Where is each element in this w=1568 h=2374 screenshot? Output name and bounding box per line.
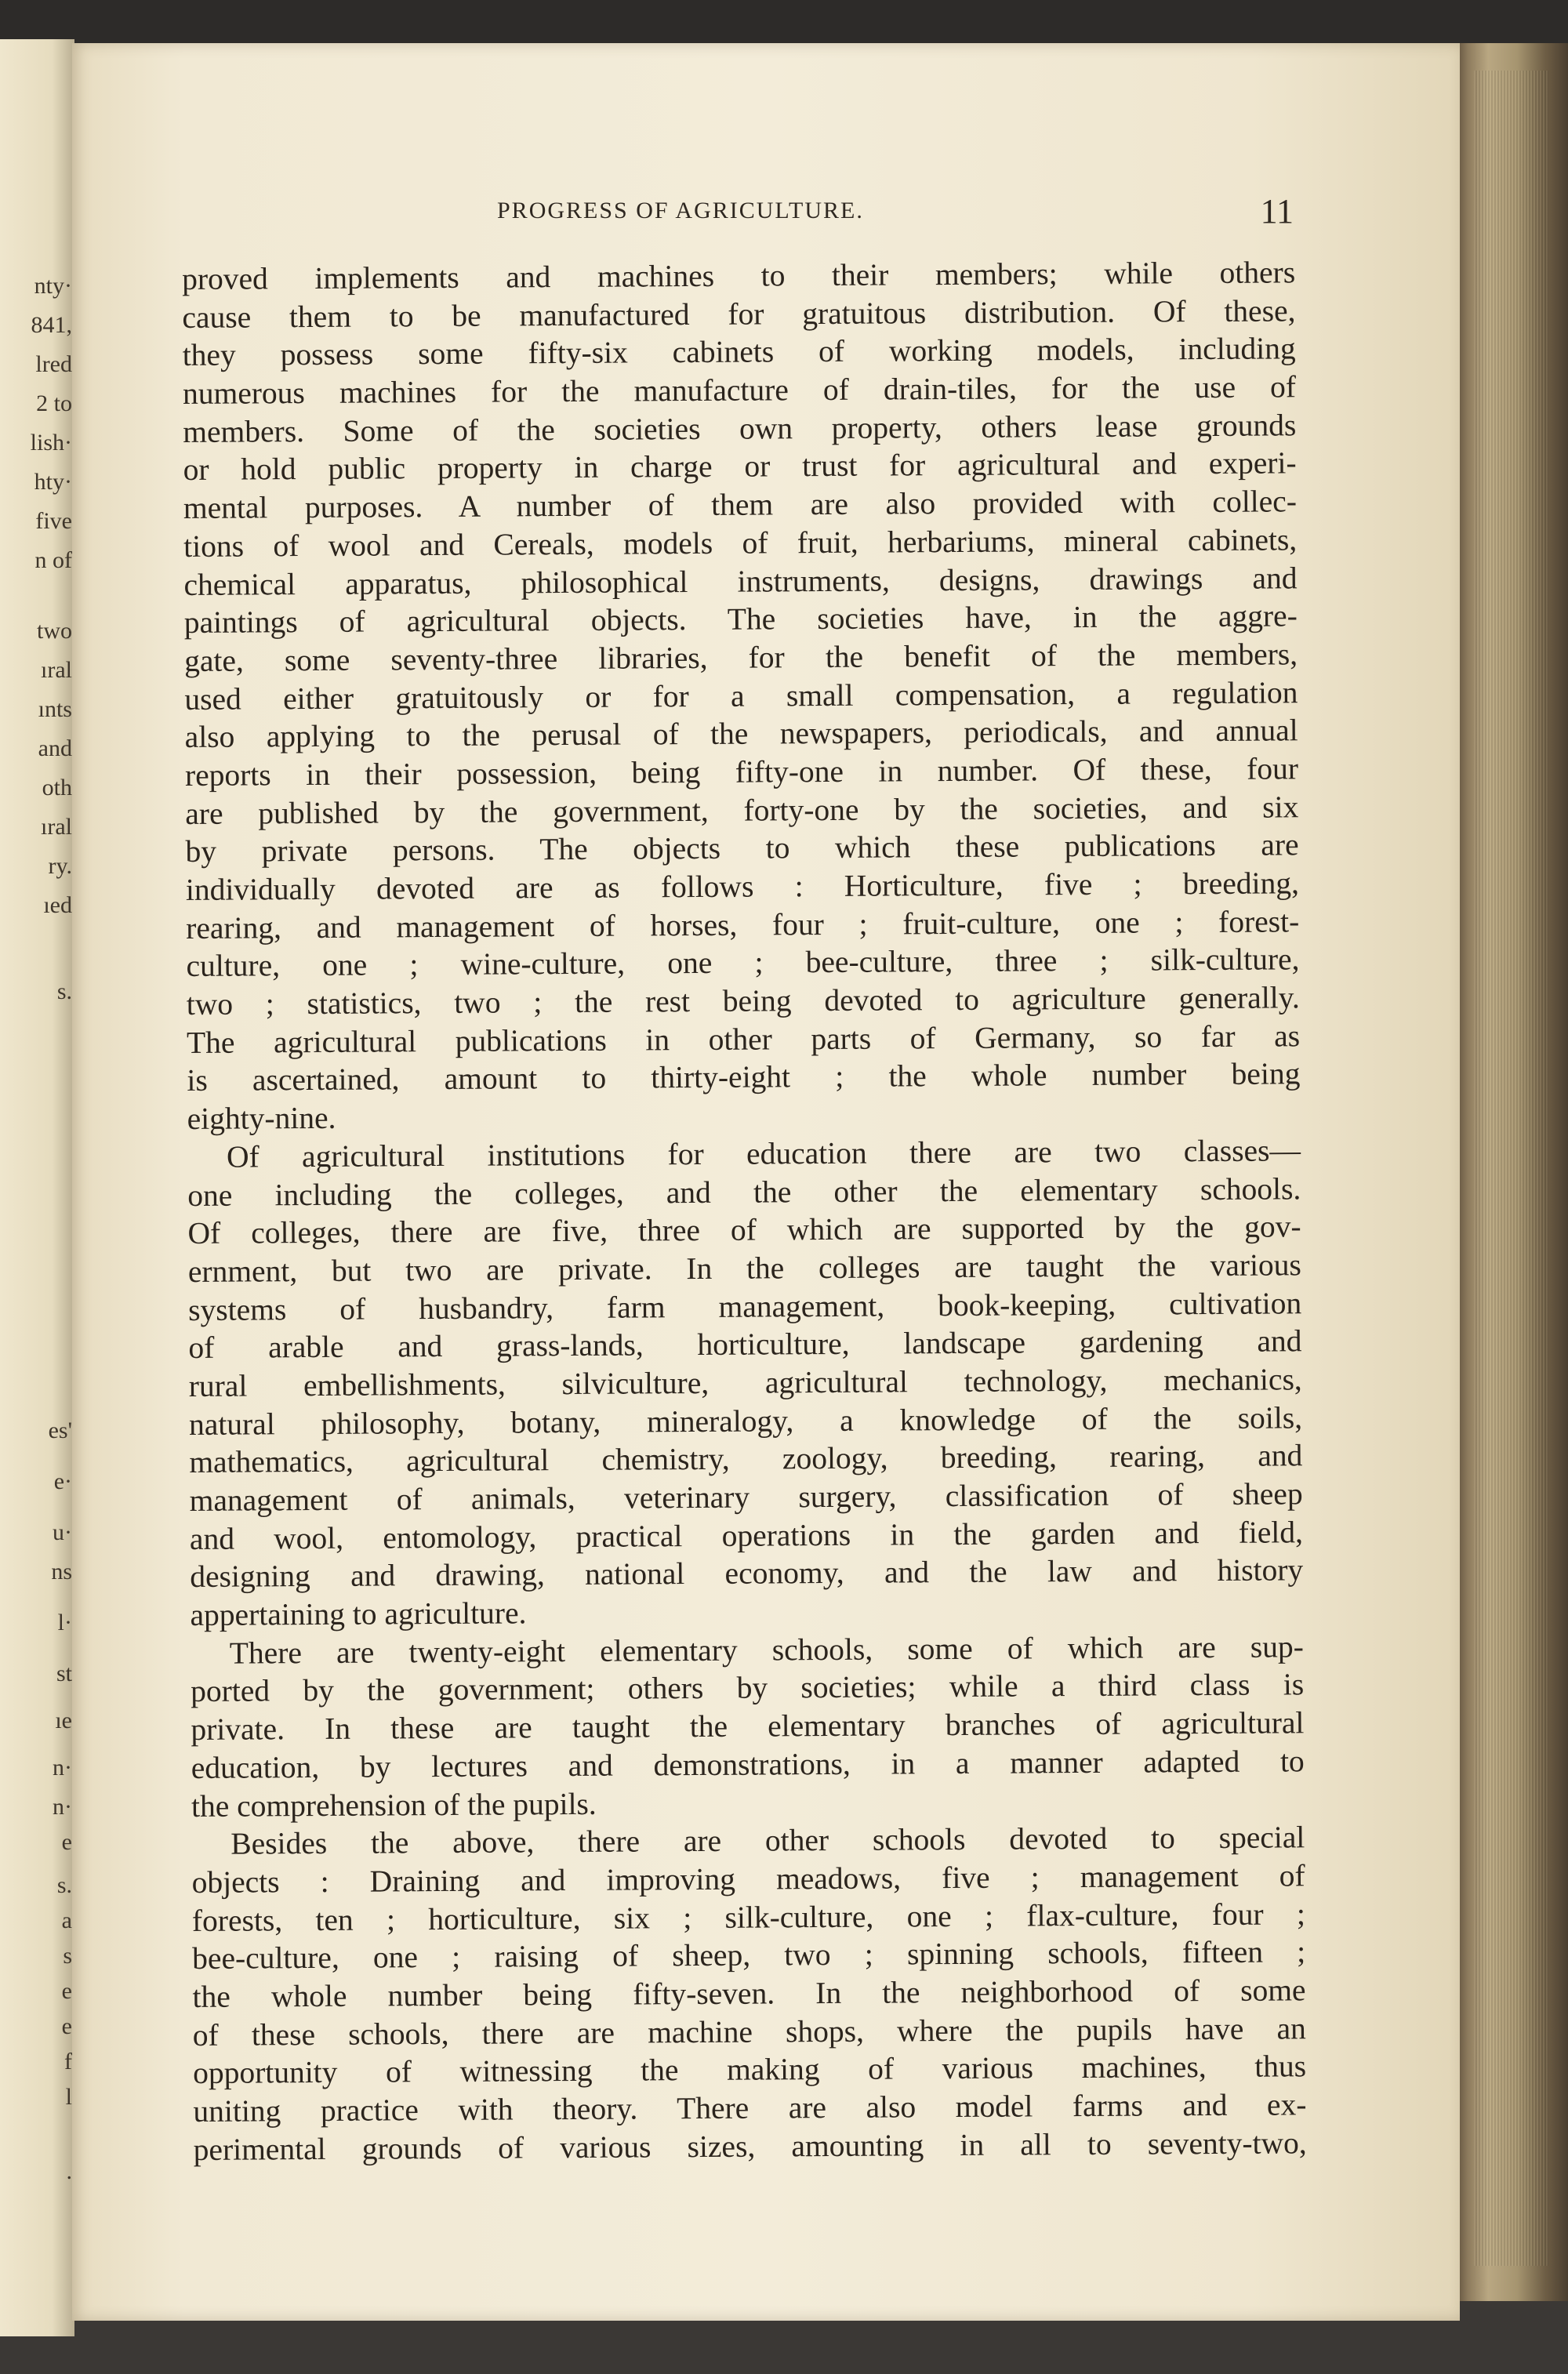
text-line: paintings of agricultural objects. The societies have, in the aggre- [183,598,1298,641]
text-line: is ascertained, amount to thirty-eight ; the whole number being [187,1056,1301,1098]
facing-page-fragment: u· [53,1519,72,1545]
facing-page-fragment: e· [53,1468,72,1494]
text-line: used either gratuitously or for a small compensation, a regulation [184,674,1298,717]
text-line: appertaining to agriculture. [190,1595,527,1633]
text-line: education, by lectures and demonstrations, in a manner adapted to [191,1744,1305,1785]
facing-page-fragment: e [61,1829,72,1855]
facing-page-fragment: l [65,2084,72,2110]
facing-page-fragment: s [63,1943,72,1969]
text-line: eighty-nine. [187,1100,336,1137]
facing-page-fragment: and [38,735,72,761]
facing-page-fragment: ıed [43,892,72,918]
text-line: cause them to be manufactured for gratuitous distribution. Of these, [182,293,1296,335]
book-page-edges [1474,71,1548,2266]
text-line: numerous machines for the manufacture of drain-tiles, for the use of [182,369,1297,412]
text-line: reports in their possession, being fifty-one in number. Of these, four [184,751,1299,793]
text-line: ported by the government; others by societies; while a third class is [191,1667,1305,1709]
facing-page-fragment: 2 to [36,390,72,416]
text-line: gate, some seventy-three libraries, for the benefit of the members, [183,637,1298,678]
facing-page-fragment: hty· [34,469,72,495]
facing-page-fragment: ıral [41,814,72,840]
text-line: the whole number being fifty-seven. In the neighborhood of some [192,1973,1306,2014]
facing-page-fragment: n of [34,547,72,573]
text-line: tions of wool and Cereals, models of fruit, herbariums, mineral cabinets, [183,522,1298,564]
text-line: Of agricultural institutions for education there are two classes— [226,1133,1301,1174]
facing-page-fragment: ıral [41,657,72,683]
text-line: systems of husbandry, farm management, book-keeping, cultivation [188,1285,1302,1327]
text-line: mental purposes. A number of them are also provided with collec- [183,484,1298,526]
text-line: bee-culture, one ; raising of sheep, two ; spinning schools, fifteen ; [192,1934,1306,1977]
text-line: natural philosophy, botany, mineralogy, a knowledge of the soils, [188,1399,1303,1442]
body-text [182,253,1307,2169]
facing-page-fragment: oth [42,775,72,800]
text-line: objects : Draining and improving meadows, five ; management of [191,1858,1305,1900]
facing-page-fragment: s. [56,1872,72,1898]
text-line: proved implements and machines to their members; while others [182,255,1296,296]
page-number: 11 [1260,192,1294,231]
text-line: of arable and grass-lands, horticulture, landscape gardening and [188,1323,1302,1366]
page-header [180,191,1294,238]
facing-page-fragment: f [64,2049,72,2075]
facing-page-fragment: st [56,1661,72,1686]
facing-page-fragment: l· [57,1610,72,1635]
text-line: by private persons. The objects to which these publications are [185,827,1299,869]
facing-page-fragment: lish· [30,430,72,456]
text-line: ernment, but two are private. In the colleges are taught the various [187,1247,1301,1289]
text-line: also applying to the perusal of the newspapers, periodicals, and annual [184,713,1298,755]
text-line: chemical apparatus, philosophical instruments, designs, drawings and [183,560,1298,602]
facing-page-fragment: s. [56,978,72,1004]
text-line: or hold public property in charge or trust for agricultural and experi- [183,445,1297,488]
facing-page-fragment: e [61,1978,72,2004]
facing-page-fragment: ıe [55,1708,72,1733]
facing-page-fragment: two [37,618,72,644]
text-line: Besides the above, there are other schools devoted to special [230,1820,1305,1861]
text-line: The agricultural publications in other parts of Germany, so far as [186,1018,1301,1060]
text-line: opportunity of witnessing the making of various machines, thus [192,2049,1307,2091]
facing-page-fragment: n· [53,1794,72,1820]
text-line: rearing, and management of horses, four ; fruit-culture, one ; forest- [186,903,1300,946]
text-line: Of colleges, there are five, three of which are supported by the gov- [187,1209,1301,1251]
text-line: uniting practice with theory. There are also model farms and ex- [193,2087,1307,2129]
facing-page-fragment: five [35,508,72,534]
facing-page-fragment: ns [51,1559,72,1584]
facing-page-fragment: nty· [34,273,72,299]
text-line: are published by the government, forty-one by the societies, and six [185,789,1299,831]
facing-page-fragment: e [61,2013,72,2039]
text-line: rural embellishments, silviculture, agricultural technology, mechanics, [188,1362,1302,1403]
facing-page-fragment: ınts [38,696,72,722]
text-line: the comprehension of the pupils. [191,1786,597,1824]
text-line: forests, ten ; horticulture, six ; silk-culture, one ; flax-culture, four ; [191,1896,1306,1938]
text-line: of these schools, there are machine shops, where the pupils have an [192,2010,1306,2053]
facing-page-fragment: lred [35,351,72,377]
text-line: perimental grounds of various sizes, amounting in all to seventy-two, [193,2125,1307,2167]
text-line: There are twenty-eight elementary schools, some of which are sup- [229,1629,1304,1671]
facing-page-fragment: . [66,2158,72,2184]
facing-page-fragment: n· [53,1755,72,1781]
text-line: one including the colleges, and the other the elementary schools. [187,1171,1301,1213]
text-line: designing and drawing, national economy, and the law and history [190,1552,1304,1595]
text-line: management of animals, veterinary surgery, classification of sheep [189,1476,1303,1518]
facing-page-edge [0,39,74,2336]
facing-page-fragment: a [61,1908,72,1933]
text-line: mathematics, agricultural chemistry, zoology, breeding, rearing, and [189,1438,1303,1480]
text-line: and wool, entomology, practical operations in the garden and field, [189,1514,1304,1556]
running-head: PROGRESS OF AGRICULTURE. [497,198,864,223]
facing-page-fragment: es' [48,1418,72,1443]
text-line: culture, one ; wine-culture, one ; bee-culture, three ; silk-culture, [186,942,1300,984]
text-line: private. In these are taught the elementary branches of agricultural [191,1705,1305,1748]
text-line: they possess some fifty-six cabinets of working models, including [182,331,1296,373]
text-line: members. Some of the societies own property, others lease grounds [183,408,1297,449]
facing-page-fragment: ry. [48,853,72,879]
text-line: individually devoted are as follows : Horticulture, five ; breeding, [185,866,1300,907]
facing-page-fragment: 841, [31,312,72,338]
text-line: two ; statistics, two ; the rest being devoted to agriculture generally. [186,980,1300,1022]
